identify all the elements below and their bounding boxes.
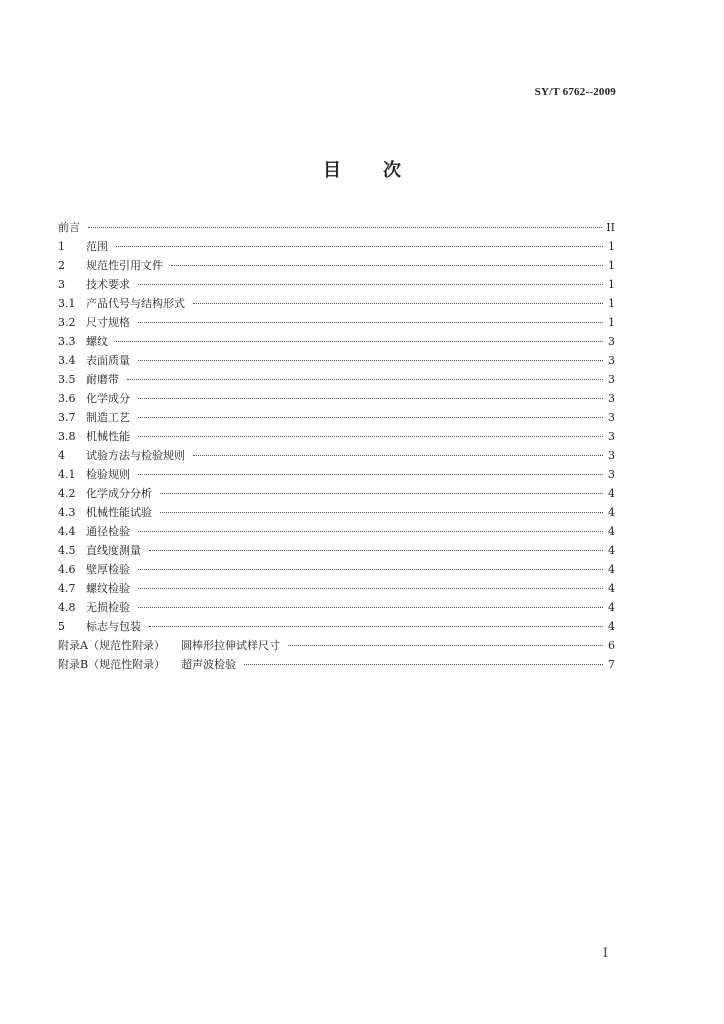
toc-entry-title: 螺纹检验: [86, 582, 130, 595]
toc-entry[interactable]: [58, 598, 615, 617]
page-title: 目次: [323, 160, 443, 181]
toc-entry[interactable]: [58, 313, 615, 332]
toc-entry-number: 4.6: [58, 563, 76, 576]
toc-entry-page: 1: [608, 316, 615, 329]
toc-dot-leader: [138, 322, 603, 323]
toc-dot-leader: [160, 493, 603, 494]
toc-entry-title: 螺纹: [86, 335, 108, 348]
toc-entry-page: 1: [608, 259, 615, 272]
toc-entry-page: 1: [608, 297, 615, 310]
toc-entry-page: 4: [608, 563, 615, 576]
toc-entry-page: 3: [608, 373, 615, 386]
toc-entry-title: 产品代号与结构形式: [86, 297, 185, 310]
toc-entry-page: 3: [608, 392, 615, 405]
toc-dot-leader: [244, 664, 603, 665]
document-code: SY/T 6762--2009: [534, 86, 616, 98]
toc-entry-title: 技术要求: [86, 278, 130, 291]
toc-entry-page: 3: [608, 449, 615, 462]
toc-entry-number: 4: [58, 449, 65, 462]
toc-entry-title: 化学成分分析: [86, 487, 152, 500]
toc-entry-number: 4.8: [58, 601, 76, 614]
toc-dot-leader: [88, 227, 602, 228]
toc-entry-number: 4.5: [58, 544, 76, 557]
toc-dot-leader: [138, 284, 603, 285]
toc-dot-leader: [138, 398, 603, 399]
toc-entry-title: 壁厚检验: [86, 563, 130, 576]
toc-entry-page: 4: [608, 544, 615, 557]
toc-entry[interactable]: [58, 465, 615, 484]
toc-dot-leader: [116, 341, 603, 342]
toc-entry-number: 3.4: [58, 354, 76, 367]
toc-entry[interactable]: [58, 332, 615, 351]
toc-dot-leader: [138, 607, 603, 608]
toc-entry[interactable]: [58, 237, 615, 256]
toc-dot-leader: [193, 303, 603, 304]
toc-entry[interactable]: [58, 218, 615, 237]
toc-dot-leader: [138, 474, 603, 475]
toc-entry-page: 4: [608, 620, 615, 633]
toc-entry-number: 4.2: [58, 487, 76, 500]
toc-dot-leader: [138, 360, 603, 361]
toc-entry-title: 检验规则: [86, 468, 130, 481]
toc-entry-title: 机械性能试验: [86, 506, 152, 519]
toc-entry-page: 3: [608, 335, 615, 348]
toc-dot-leader: [138, 417, 603, 418]
toc-entry[interactable]: [58, 541, 615, 560]
toc-entry[interactable]: [58, 560, 615, 579]
toc-entry-title: 范围: [86, 240, 108, 253]
toc-dot-leader: [160, 512, 603, 513]
toc-entry-number: 3.3: [58, 335, 76, 348]
toc-entry-page: 7: [608, 658, 615, 671]
toc-entry-page: II: [606, 221, 615, 234]
toc-entry[interactable]: [58, 408, 615, 427]
toc-dot-leader: [127, 379, 603, 380]
toc-entry-page: 3: [608, 430, 615, 443]
table-of-contents: [58, 218, 615, 674]
toc-entry[interactable]: [58, 503, 615, 522]
toc-entry-page: 3: [608, 468, 615, 481]
toc-entry-title: 直线度测量: [86, 544, 141, 557]
toc-entry-page: 4: [608, 582, 615, 595]
toc-entry[interactable]: [58, 256, 615, 275]
toc-entry-number: 2: [58, 259, 65, 272]
toc-dot-leader: [193, 455, 603, 456]
toc-entry-number: 5: [58, 620, 65, 633]
toc-entry-page: 4: [608, 525, 615, 538]
toc-entry[interactable]: [58, 446, 615, 465]
toc-entry[interactable]: [58, 636, 615, 655]
toc-entry-subtitle: 圆棒形拉伸试样尺寸: [180, 639, 280, 652]
toc-entry[interactable]: [58, 655, 615, 674]
toc-entry-page: 1: [608, 278, 615, 291]
toc-entry-title: 标志与包装: [86, 620, 141, 633]
toc-entry-number: 3.2: [58, 316, 76, 329]
toc-entry[interactable]: [58, 370, 615, 389]
toc-entry-number: 4.3: [58, 506, 76, 519]
toc-dot-leader: [138, 436, 603, 437]
toc-entry-subtitle: 超声波检验: [181, 658, 237, 671]
toc-entry[interactable]: [58, 294, 615, 313]
toc-entry-title: 尺寸规格: [86, 316, 130, 329]
toc-entry-number: 3.6: [58, 392, 76, 405]
toc-entry-title: 表面质量: [86, 354, 130, 367]
toc-entry-number: 4.7: [58, 582, 76, 595]
toc-entry-title: 制造工艺: [86, 411, 130, 424]
toc-entry-number: 3: [58, 278, 65, 291]
toc-entry-page: 4: [608, 506, 615, 519]
toc-entry-title: 化学成分: [86, 392, 130, 405]
toc-dot-leader: [171, 265, 603, 266]
toc-entry[interactable]: [58, 617, 615, 636]
toc-entry-title: 附录A（规范性附录）: [58, 639, 165, 652]
page-number: I: [602, 946, 608, 961]
toc-entry-title: 试验方法与检验规则: [86, 449, 185, 462]
toc-entry[interactable]: [58, 389, 615, 408]
toc-dot-leader: [288, 645, 603, 646]
toc-entry[interactable]: [58, 484, 615, 503]
toc-entry-page: 6: [608, 639, 615, 652]
toc-entry-number: 3.7: [58, 411, 76, 424]
toc-entry-title: 无损检验: [86, 601, 130, 614]
toc-entry-page: 3: [608, 411, 615, 424]
toc-entry-page: 4: [608, 487, 615, 500]
toc-entry-page: 1: [608, 240, 615, 253]
toc-entry-title: 附录B（规范性附录）: [58, 658, 166, 671]
toc-entry-number: 1: [58, 240, 65, 253]
toc-entry-number: 4.1: [58, 468, 76, 481]
toc-entry[interactable]: [58, 522, 615, 541]
toc-dot-leader: [149, 626, 603, 627]
toc-dot-leader: [149, 550, 603, 551]
toc-entry[interactable]: [58, 427, 615, 446]
toc-entry-number: 3.5: [58, 373, 76, 386]
toc-entry[interactable]: [58, 275, 615, 294]
toc-dot-leader: [138, 531, 603, 532]
toc-entry-title: 耐磨带: [86, 373, 119, 386]
toc-entry-number: 3.1: [58, 297, 76, 310]
toc-entry-title: 前言: [58, 221, 80, 234]
toc-entry-title: 规范性引用文件: [86, 259, 163, 272]
toc-entry-number: 4.4: [58, 525, 76, 538]
toc-entry-title: 通径检验: [86, 525, 130, 538]
toc-dot-leader: [138, 588, 603, 589]
toc-entry-number: 3.8: [58, 430, 76, 443]
toc-entry-title: 机械性能: [86, 430, 130, 443]
toc-dot-leader: [116, 246, 603, 247]
toc-entry[interactable]: [58, 579, 615, 598]
toc-entry-page: 4: [608, 601, 615, 614]
toc-dot-leader: [138, 569, 603, 570]
toc-entry-page: 3: [608, 354, 615, 367]
toc-entry[interactable]: [58, 351, 615, 370]
